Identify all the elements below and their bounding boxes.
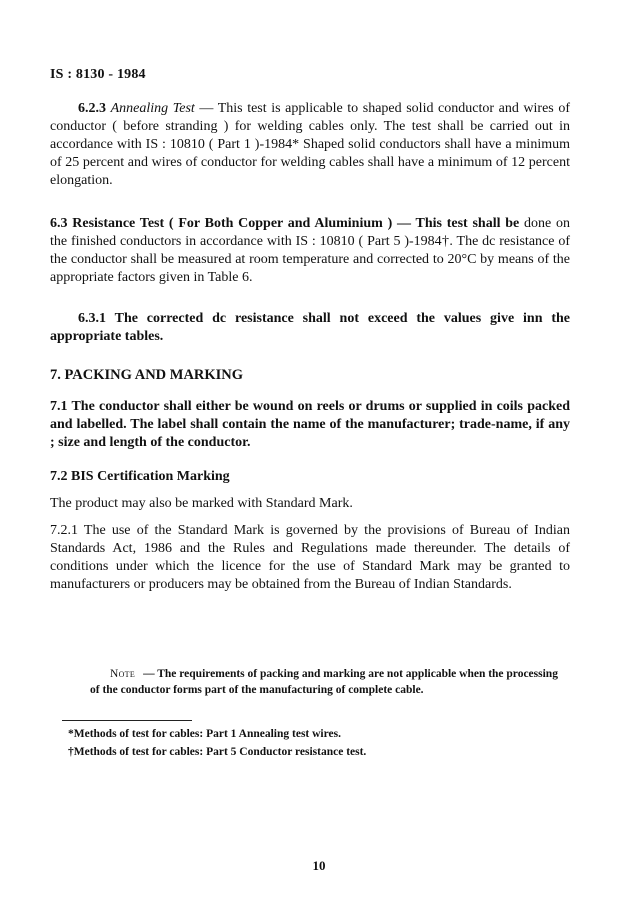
footnote-1: *Methods of test for cables: Part 1 Annealing test wires.: [68, 728, 341, 740]
section-heading-bis: 7.2 BIS Certification Marking: [50, 469, 230, 484]
clause-6-3-1: [50, 310, 570, 346]
clause-heading: 6.3 Resistance Test ( For Both Copper and Aluminium ) — This test shall be: [50, 216, 520, 231]
clause-text: The conductor shall either be wound on reels or drums or supplied in coils packed and labelled. The label shall contain the name of the manufacturer; trade-name, if any ; size and length of the conductor.: [50, 399, 570, 450]
page-number: 10: [312, 858, 326, 873]
standard-number-header: IS : 8130 - 1984: [50, 67, 146, 82]
clause-number: 7.2.1: [50, 523, 78, 538]
clause-7-2-1: [50, 522, 570, 594]
clause-number: 6.2.3: [78, 101, 106, 116]
note-text: — The requirements of packing and marking are not applicable when the processing of the conductor forms part of the manufacturing of complete cable.: [90, 668, 558, 696]
clause-6-3: [50, 215, 570, 287]
clause-7-1: [50, 398, 570, 452]
section-heading-packing: 7. PACKING AND MARKING: [50, 367, 244, 383]
clause-text: done on the finished conductors in accordance with IS : 10810 ( Part 5 )-1984†. The dc resistance of the conductor shall be measured at room temperature and corrected to 20°C by means of the appropriate factors given in Table 6.: [50, 216, 571, 285]
clause-text: The use of the Standard Mark is governed by the provisions of Bureau of Indian Standards Act, 1986 and the Rules and Regulations made thereunder. The details of conditions under which the licence for the use of Standard Mark may be granted to manufacturers or producers may be obtained from the Bureau of Indian Standards.: [50, 523, 570, 592]
note: [90, 666, 568, 698]
clause-text: The corrected dc resistance shall not exceed the values give inn the appropriate tables.: [50, 311, 570, 344]
clause-title: Annealing Test: [110, 101, 195, 116]
clause-text: — This test is applicable to shaped solid conductor and wires of conductor ( before stranding ) for welding cables only. The test shall be carried out in accordance with IS : 10810 ( Part 1 )-1984* Shaped solid conductors shall have a minimum of 25 percent and wires of conductor for welding cables shall have a minimum of 12 percent elongation.: [50, 101, 570, 188]
note-label: Note: [110, 668, 136, 680]
clause-number: 6.3.1: [78, 311, 106, 326]
clause-7-2-text: The product may also be marked with Standard Mark.: [50, 496, 353, 511]
clause-number: 7.1: [50, 399, 68, 414]
footnote-2: †Methods of test for cables: Part 5 Conductor resistance test.: [68, 746, 367, 758]
footnote-rule: [62, 720, 192, 721]
clause-6-2-3: [50, 100, 570, 190]
